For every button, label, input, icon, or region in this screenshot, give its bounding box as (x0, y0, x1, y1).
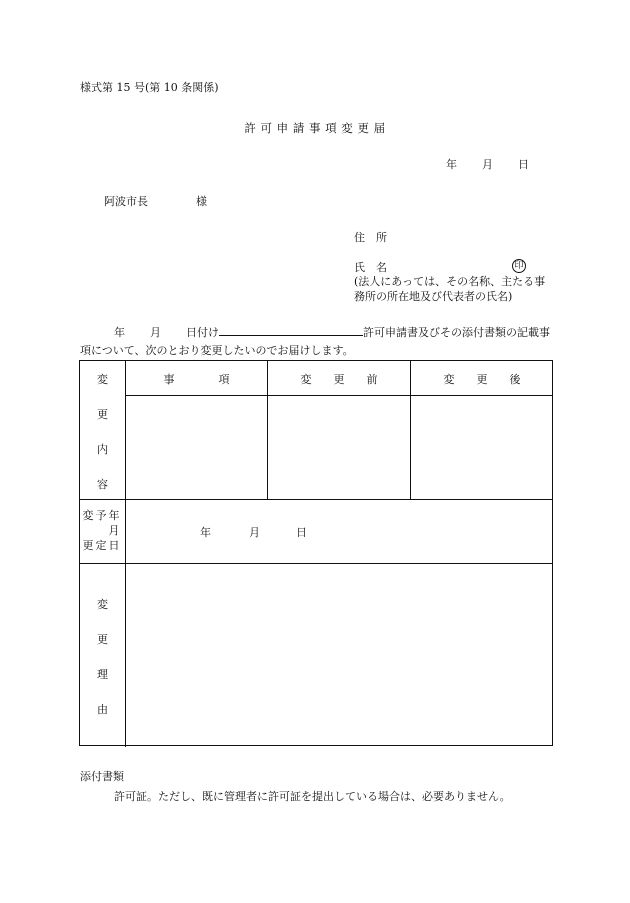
change-content-label-2: 更 (97, 408, 108, 421)
reason-content-cell[interactable] (126, 564, 553, 746)
date-day-label: 日 (518, 158, 529, 171)
change-notification-table (79, 360, 553, 746)
header-after: 変 更 後 (443, 373, 521, 386)
scheduled-date-label-col1: 変 更 (82, 509, 94, 552)
addressee-name: 阿波市長 (104, 195, 148, 208)
header-before: 変 更 前 (300, 373, 378, 386)
address-label: 住 所 (354, 231, 387, 244)
date-month-label: 月 (482, 158, 493, 171)
change-content-label-3: 内 (97, 443, 108, 456)
attachments-heading: 添付書類 (80, 770, 124, 783)
before-content-cell[interactable] (268, 396, 410, 499)
addressee-honorific: 様 (196, 195, 207, 208)
corporate-note: (法人にあっては、その名称、主たる事務所の所在地及び代表者の氏名) (354, 275, 546, 303)
after-content-cell[interactable] (411, 396, 553, 499)
item-content-cell[interactable] (126, 396, 267, 499)
document-title: 許 可 申 請 事 項 変 更 届 (244, 121, 386, 135)
table-divider (80, 499, 553, 500)
submission-date (446, 156, 529, 172)
header-item: 事 項 (163, 373, 230, 386)
scheduled-date-label-col3: 年 月 日 (108, 509, 120, 552)
reason-label-2: 更 (97, 633, 108, 646)
date-reference-blank[interactable] (219, 323, 363, 336)
scheduled-date-month: 月 (249, 526, 260, 539)
change-content-label-4: 容 (97, 478, 108, 491)
body-paragraph (80, 323, 556, 360)
addressee (104, 193, 207, 209)
form-number: 様式第 15 号(第 10 条関係) (80, 81, 219, 94)
body-year: 年 (114, 326, 125, 339)
body-dated: 日付け (186, 326, 219, 339)
change-content-label-1: 変 (97, 373, 108, 386)
reason-label-1: 変 (97, 598, 108, 611)
reason-label-4: 由 (97, 703, 108, 716)
scheduled-date-year: 年 (200, 526, 211, 539)
seal-mark-icon: 印 (512, 259, 526, 273)
attachments-text: 許可証。ただし、既に管理者に許可証を提出している場合は、必要ありません。 (114, 790, 511, 803)
scheduled-date-label-col2: 予 定 (95, 509, 107, 552)
date-year-label: 年 (446, 158, 457, 171)
body-text: 許可申請書及びその添付書類の記載事項について、次のとおり変更したいのでお届けします。 (80, 326, 550, 357)
scheduled-date-day: 日 (296, 526, 307, 539)
reason-label-3: 理 (97, 668, 108, 681)
name-label: 氏 名 (354, 261, 387, 274)
body-month: 月 (150, 326, 161, 339)
